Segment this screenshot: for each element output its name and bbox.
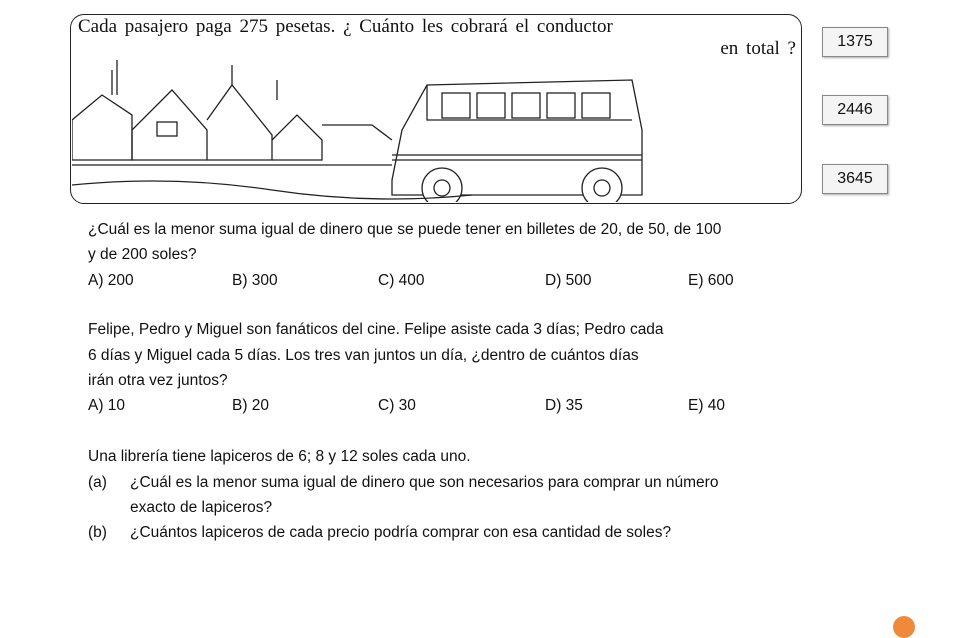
problem3-option-d: D) 35 [545,397,583,414]
problem2-option-d: D) 500 [545,272,592,289]
problem1-line2: en total ? [720,38,796,59]
problem1-line1: Cada pasajero paga 275 pesetas. ¿ Cuánto les cobrará el conductor [78,16,613,37]
problem2-line1: ¿Cuál es la menor suma igual de dinero que se puede tener en billetes de 20, de 50, de 100 [88,221,722,238]
problem4-a-label: (a) [88,474,107,491]
problem3-line2: 6 días y Miguel cada 5 días. Los tres van juntos un día, ¿dentro de cuántos días [88,347,639,364]
problem4-a-line2: exacto de lapiceros? [130,499,273,516]
bus-village-illustration [72,60,800,202]
problem2-option-e: E) 600 [688,272,734,289]
problem2-option-c: C) 400 [378,272,425,289]
problem3-line3: irán otra vez juntos? [88,372,228,389]
answer-option-2446[interactable]: 2446 [822,95,888,125]
problem2-option-a: A) 200 [88,272,134,289]
problem3-option-a: A) 10 [88,397,126,414]
problem4-a-line1: ¿Cuál es la menor suma igual de dinero que son necesarios para comprar un número [130,474,719,491]
orange-dot-indicator [893,616,915,638]
problem2-line2: y de 200 soles? [88,246,197,263]
problem3-line1: Felipe, Pedro y Miguel son fanáticos del cine. Felipe asiste cada 3 días; Pedro cada [88,321,664,338]
problem2-option-b: B) 300 [232,272,278,289]
problem3-option-e: E) 40 [688,397,726,414]
problem4-intro: Una librería tiene lapiceros de 6; 8 y 12 soles cada uno. [88,448,471,465]
problem1-question [78,16,798,60]
problem4-b-text: ¿Cuántos lapiceros de cada precio podría comprar con esa cantidad de soles? [130,524,672,541]
answer-option-3645[interactable]: 3645 [822,164,888,194]
answer-option-1375[interactable]: 1375 [822,27,888,57]
problem4-b-label: (b) [88,524,107,541]
problem3-option-b: B) 20 [232,397,270,414]
problem3-option-c: C) 30 [378,397,416,414]
